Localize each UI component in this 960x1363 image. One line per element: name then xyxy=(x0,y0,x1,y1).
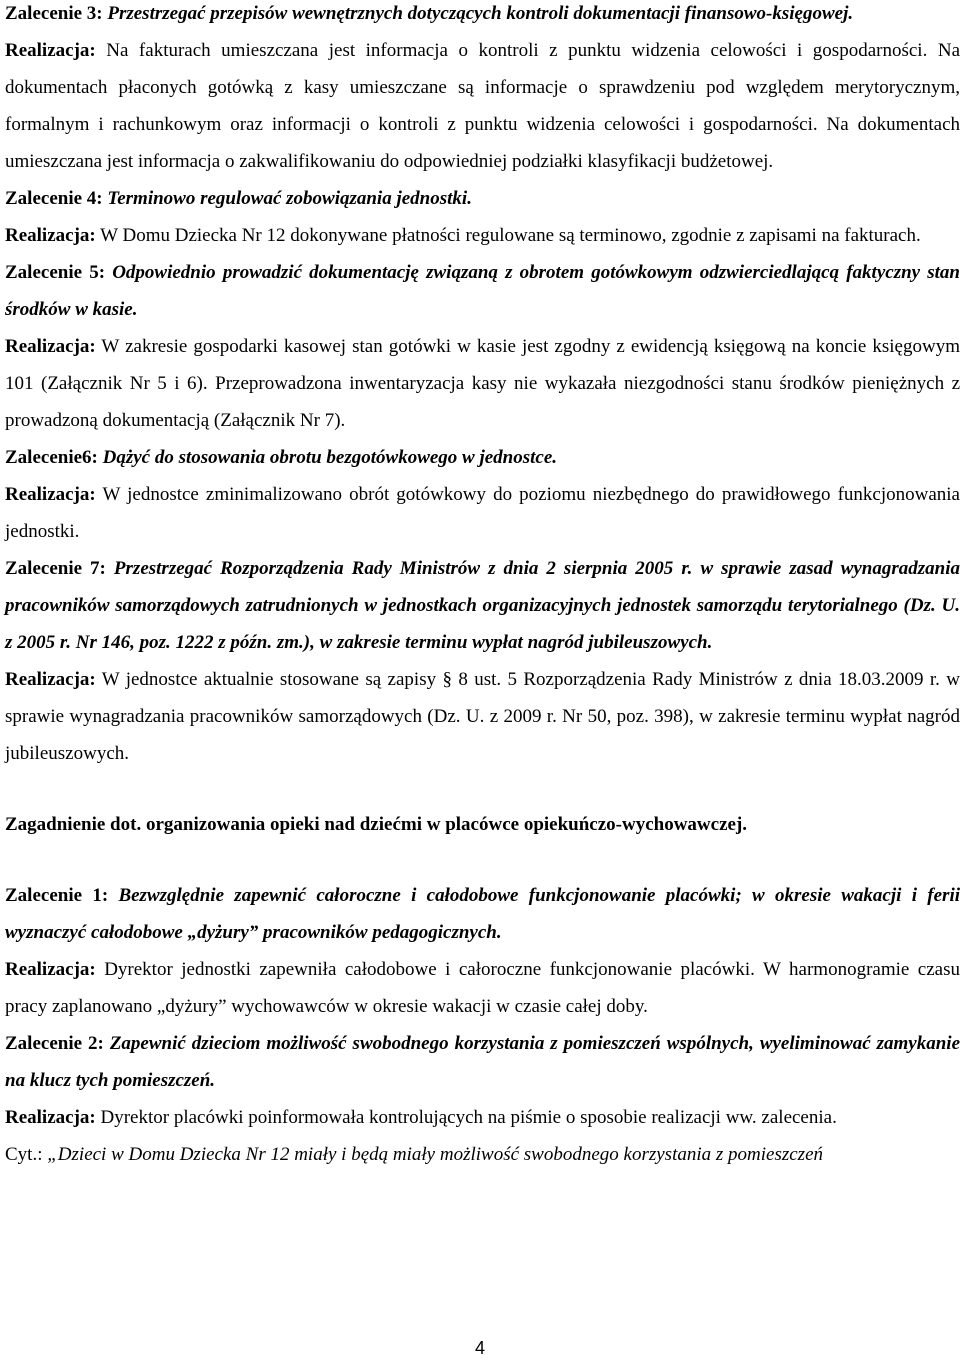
paragraph-realizacja-1 xyxy=(5,951,960,1025)
paragraph-text: Dyrektor placówki poinformowała kontrolujących na piśmie o sposobie realizacji ww. zalecenia. xyxy=(95,1107,837,1128)
paragraph-label: Zalecenie 4: xyxy=(5,188,103,209)
paragraph-label: Realizacja: xyxy=(5,669,96,690)
section-heading-text: Zagadnienie dot. organizowania opieki nad dziećmi w placówce opiekuńczo-wychowawczej. xyxy=(5,814,748,835)
section-heading xyxy=(5,806,960,843)
paragraph-label: Realizacja: xyxy=(5,225,96,246)
paragraph-zalecenie-7 xyxy=(5,550,960,661)
paragraph-text: Przestrzegać Rozporządzenia Rady Ministrów z dnia 2 sierpnia 2005 r. w sprawie zasad wynagradzania pracowników samorządowych zatrudnionych w jednostkach organizacyjnych jednostek samorządu terytorialnego (Dz. U. z 2005 r. Nr 146, poz. 1222 z późn. zm.), w zakresie terminu wypłat nagród jubileuszowych. xyxy=(5,558,960,653)
paragraph-text: Dążyć do stosowania obrotu bezgotówkowego w jednostce. xyxy=(97,447,558,468)
paragraph-text: Na fakturach umieszczana jest informacja o kontroli z punktu widzenia celowości i gospodarności. Na dokumentach płaconych gotówką z kasy umieszczane są informacje o sprawdzeniu pod względem merytorycznym, formalnym i rachunkowym oraz informacji o kontroli z punktu widzenia celowości i gospodarności. Na dokumentach umieszczana jest informacja o zakwalifikowaniu do odpowiedniej podziałki klasyfikacji budżetowej. xyxy=(5,40,960,172)
paragraph-label: Zalecenie 1: xyxy=(5,885,109,906)
paragraph-label: Realizacja: xyxy=(5,40,96,61)
paragraph-text: W jednostce aktualnie stosowane są zapisy § 8 ust. 5 Rozporządzenia Rady Ministrów z dnia 18.03.2009 r. w sprawie wynagradzania pracowników samorządowych (Dz. U. z 2009 r. Nr 50, poz. 398), w zakresie terminu wypłat nagród jubileuszowych. xyxy=(5,669,960,764)
paragraph-label: Zalecenie6: xyxy=(5,447,98,468)
page-number: 4 xyxy=(474,1338,485,1358)
paragraph-text: W Domu Dziecka Nr 12 dokonywane płatności regulowane są terminowo, zgodnie z zapisami na fakturach. xyxy=(95,225,921,246)
paragraph-realizacja-4 xyxy=(5,217,960,254)
paragraph-zalecenie-5 xyxy=(5,254,960,328)
paragraph-text: W zakresie gospodarki kasowej stan gotówki w kasie jest zgodny z ewidencją księgową na koncie księgowym 101 (Załącznik Nr 5 i 6). Przeprowadzona inwentaryzacja kasy nie wykazała niezgodności stanu środków pieniężnych z prowadzoną dokumentacją (Załącznik Nr 7). xyxy=(5,336,960,431)
paragraph-realizacja-7 xyxy=(5,661,960,772)
paragraph-text: Odpowiednio prowadzić dokumentację związaną z obrotem gotówkowym odzwierciedlającą faktyczny stan środków w kasie. xyxy=(5,262,960,320)
paragraph-zalecenie-2 xyxy=(5,1025,960,1099)
paragraph-text: „Dzieci w Domu Dziecka Nr 12 miały i będą miały możliwość swobodnego korzystania z pomieszczeń xyxy=(42,1144,824,1165)
paragraph-realizacja-2 xyxy=(5,1099,960,1136)
paragraph-zalecenie-1 xyxy=(5,877,960,951)
paragraph-realizacja-3 xyxy=(5,32,960,180)
paragraph-label: Zalecenie 5: xyxy=(5,262,106,283)
document-body xyxy=(5,0,960,1173)
paragraph-label: Zalecenie 7: xyxy=(5,558,106,579)
paragraph-text: Dyrektor jednostki zapewniła całodobowe i całoroczne funkcjonowanie placówki. W harmonogramie czasu pracy zaplanowano „dyżury” wychowawców w okresie wakacji w czasie całej doby. xyxy=(5,959,960,1017)
paragraph-zalecenie-3 xyxy=(5,0,960,32)
paragraph-text: Terminowo regulować zobowiązania jednostki. xyxy=(102,188,472,209)
paragraph-text: Zapewnić dzieciom możliwość swobodnego korzystania z pomieszczeń wspólnych, wyeliminować zamykanie na klucz tych pomieszczeń. xyxy=(5,1033,960,1091)
paragraph-text: Przestrzegać przepisów wewnętrznych dotyczących kontroli dokumentacji finansowo-księgowej. xyxy=(102,3,854,24)
paragraph-realizacja-6 xyxy=(5,476,960,550)
paragraph-text: W jednostce zminimalizowano obrót gotówkowy do poziomu niezbędnego do prawidłowego funkcjonowania jednostki. xyxy=(5,484,960,542)
paragraph-label: Realizacja: xyxy=(5,1107,96,1128)
paragraph-label: Realizacja: xyxy=(5,336,96,357)
paragraph-zalecenie-6 xyxy=(5,439,960,476)
paragraph-realizacja-5 xyxy=(5,328,960,439)
paragraph-label: Zalecenie 2: xyxy=(5,1033,104,1054)
paragraph-cytat xyxy=(5,1136,960,1173)
paragraph-label: Cyt.: xyxy=(5,1144,43,1165)
paragraph-label: Zalecenie 3: xyxy=(5,3,103,24)
paragraph-label: Realizacja: xyxy=(5,484,96,505)
paragraph-text: Bezwzględnie zapewnić całoroczne i całodobowe funkcjonowanie placówki; w okresie wakacji i ferii wyznaczyć całodobowe „dyżury” pracowników pedagogicznych. xyxy=(5,885,960,943)
paragraph-label: Realizacja: xyxy=(5,959,96,980)
paragraph-zalecenie-4 xyxy=(5,180,960,217)
